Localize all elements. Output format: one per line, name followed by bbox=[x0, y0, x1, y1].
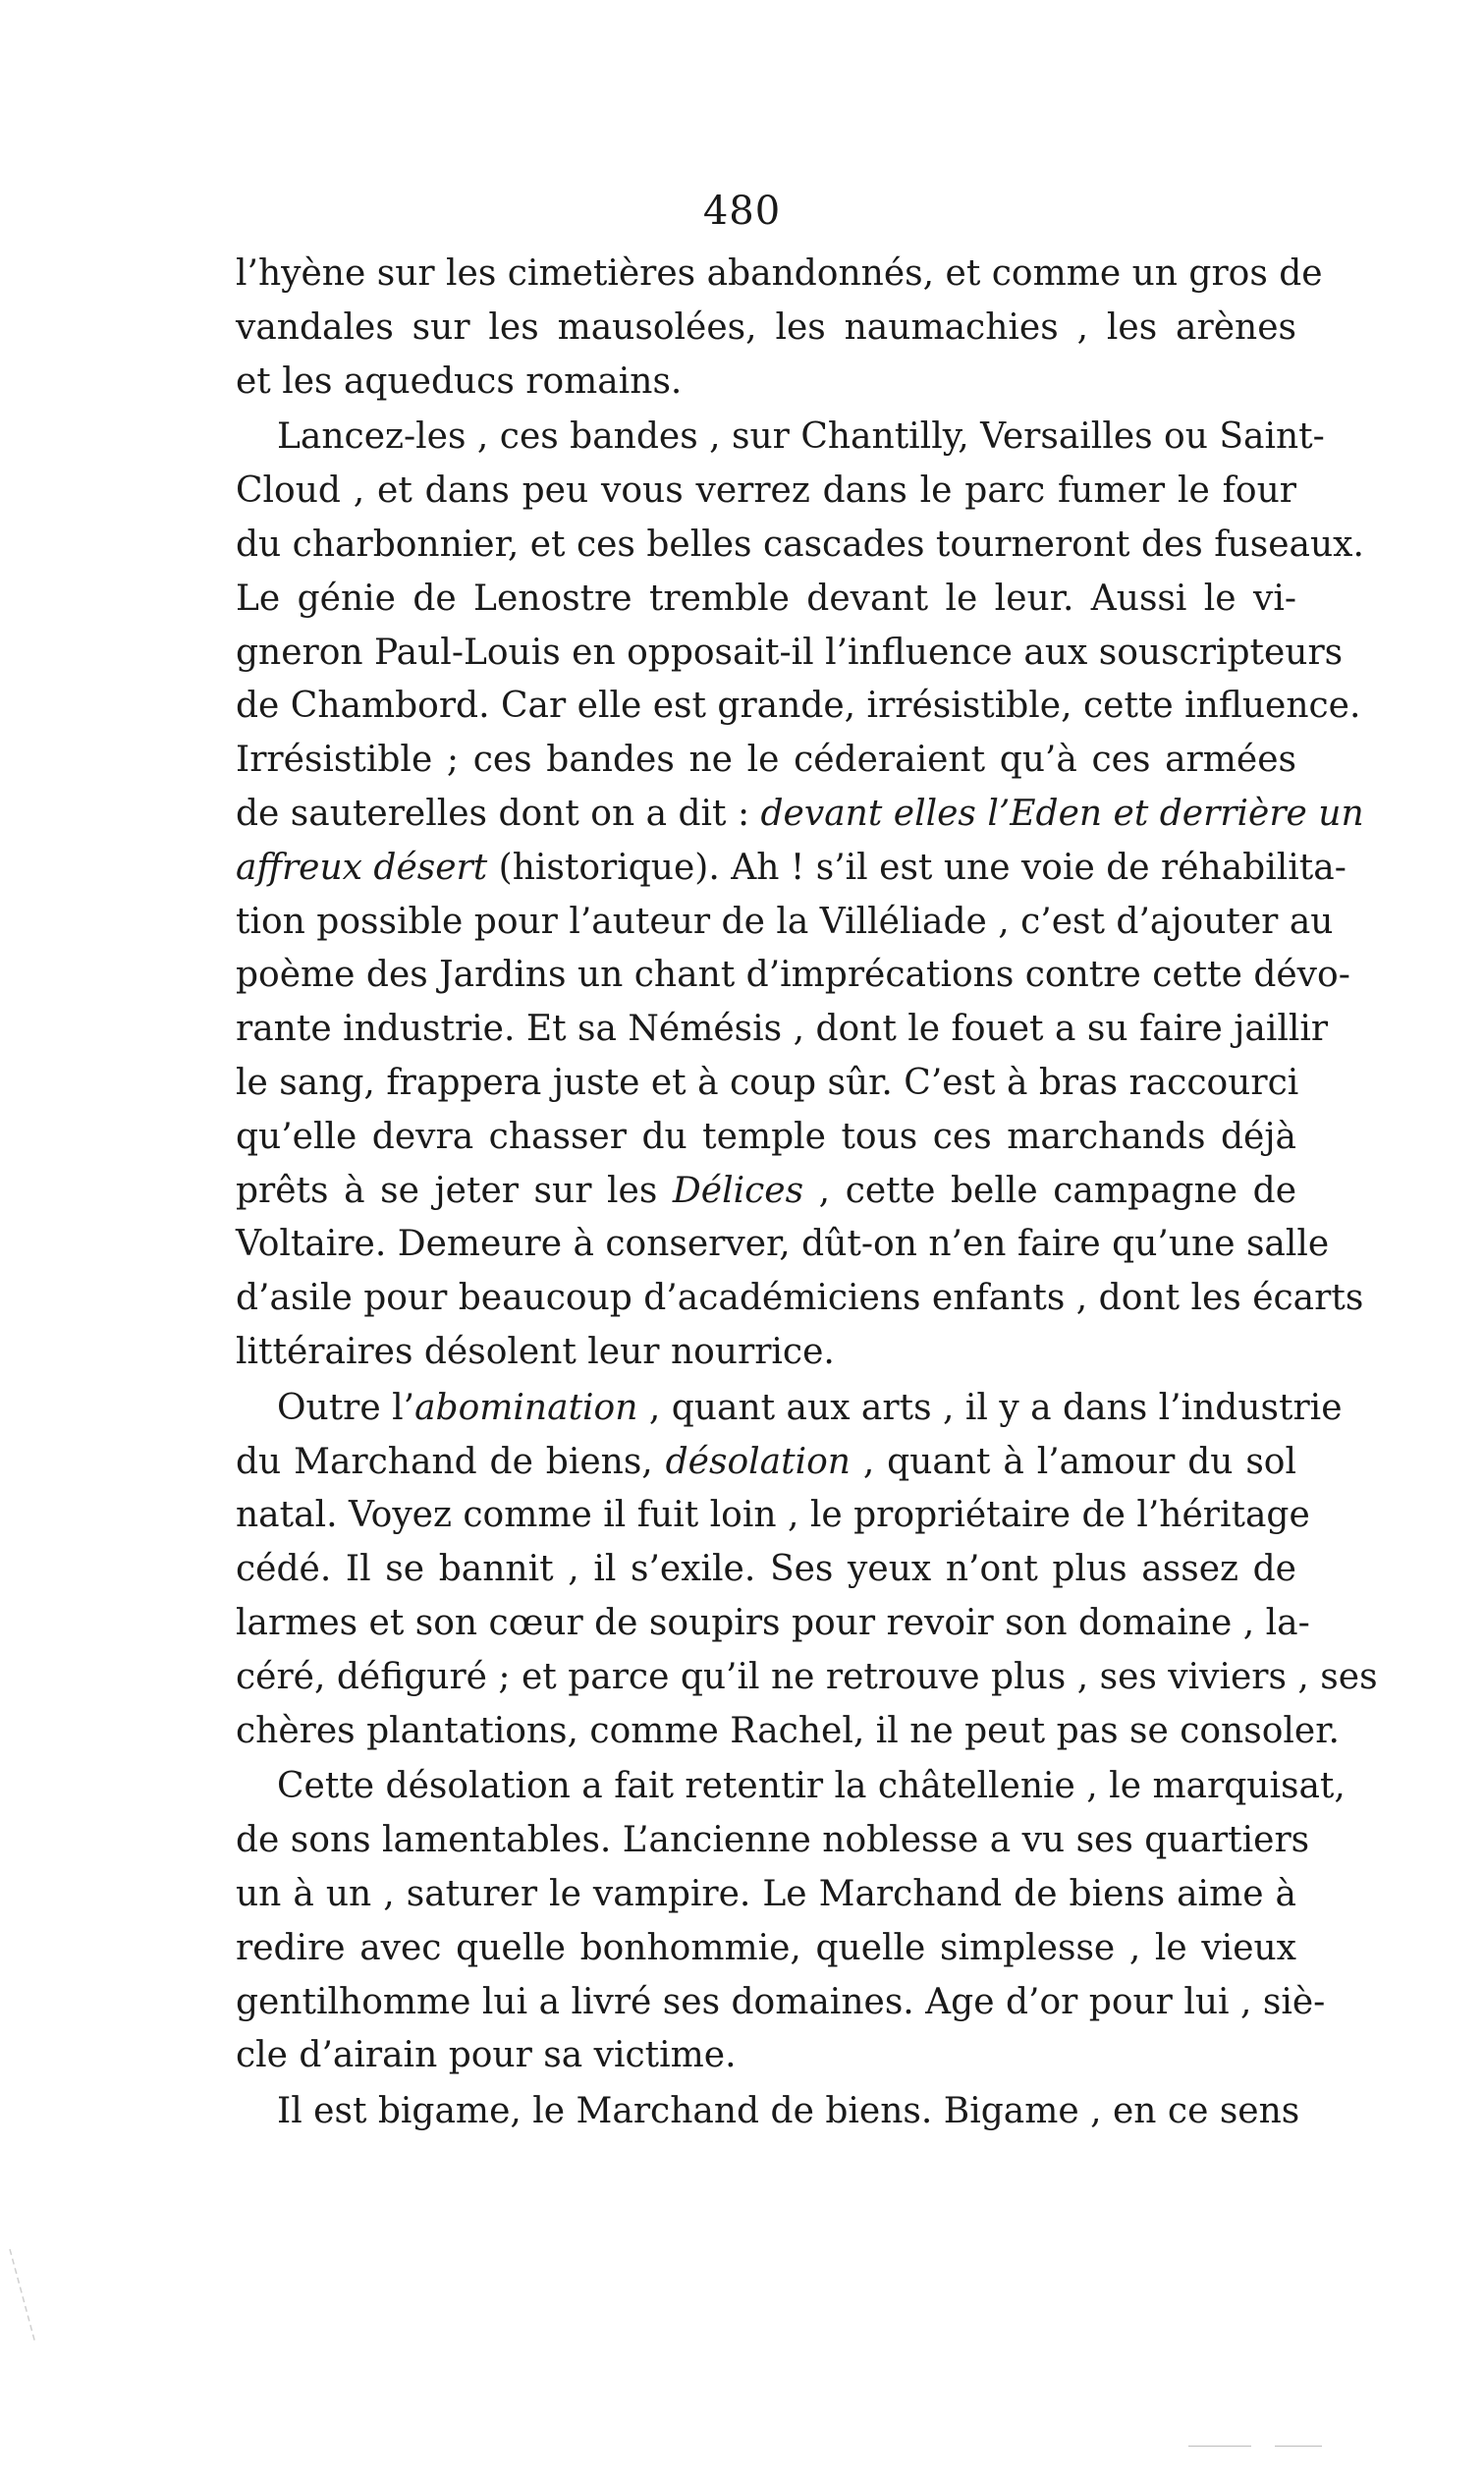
text-run: vandales sur les mausolées, les naumachies , les arènes bbox=[236, 306, 1296, 348]
paragraph bbox=[236, 411, 1364, 1379]
italic-text: Délices bbox=[672, 1170, 804, 1211]
text-run: chères plantations, comme Rachel, il ne peut pas se consoler. bbox=[236, 1710, 1340, 1751]
text-line bbox=[236, 411, 1325, 465]
text-run: de sons lamentables. L’ancienne noblesse a vu ses quartiers bbox=[236, 1820, 1310, 1861]
text-line bbox=[236, 1760, 1346, 1814]
text-run: poème des Jardins un chant d’imprécations contre cette dévo- bbox=[236, 955, 1350, 996]
scan-artifact-mark bbox=[8, 2247, 37, 2345]
text-line bbox=[236, 519, 1364, 573]
text-run: Il est bigame, le Marchand de biens. Bigame , en ce sens bbox=[277, 2091, 1300, 2132]
text-line bbox=[236, 1705, 1340, 1759]
page-number: 480 bbox=[702, 189, 782, 234]
text-line bbox=[236, 1922, 1296, 1976]
text-line bbox=[236, 302, 1296, 356]
text-line bbox=[236, 573, 1296, 627]
text-run: du charbonnier, et ces belles cascades tourneront des fuseaux. bbox=[236, 523, 1364, 565]
text-run: de Chambord. Car elle est grande, irrésistible, cette influence. bbox=[236, 686, 1361, 727]
text-line bbox=[236, 1165, 1296, 1219]
text-line bbox=[236, 1111, 1296, 1165]
footer-rule bbox=[1275, 2446, 1322, 2447]
paragraph bbox=[236, 1760, 1346, 2083]
text-run: qu’elle devra chasser du temple tous ces marchands déjà bbox=[236, 1116, 1296, 1157]
text-run: de sauterelles dont on a dit : bbox=[236, 793, 761, 834]
text-run: cle d’airain pour sa victime. bbox=[236, 2035, 737, 2076]
text-line bbox=[236, 1326, 1296, 1380]
text-line bbox=[236, 1489, 1310, 1543]
text-line bbox=[236, 842, 1347, 896]
text-run: littéraires désolent leur nourrice. bbox=[236, 1331, 835, 1372]
text-run: du Marchand de biens, bbox=[236, 1441, 666, 1482]
text-line bbox=[236, 1543, 1296, 1597]
text-line bbox=[236, 1814, 1310, 1868]
italic-text: abomination bbox=[414, 1387, 638, 1428]
text-line bbox=[236, 1597, 1310, 1651]
italic-text: affreux désert bbox=[236, 847, 488, 888]
text-run: Voltaire. Demeure à conserver, dût-on n’en faire qu’une salle bbox=[236, 1224, 1330, 1265]
text-run: prêts à se jeter sur les bbox=[236, 1170, 673, 1211]
text-run: l’hyène sur les cimetières abandonnés, et comme un gros de bbox=[236, 253, 1323, 294]
text-line bbox=[236, 788, 1364, 842]
footer-rule bbox=[1188, 2446, 1251, 2447]
text-run: natal. Voyez comme il fuit loin , le propriétaire de l’héritage bbox=[236, 1495, 1310, 1536]
text-run: Cette désolation a fait retentir la châtellenie , le marquisat, bbox=[277, 1766, 1346, 1807]
text-run: redire avec quelle bonhommie, quelle simplesse , le vieux bbox=[236, 1927, 1296, 1968]
text-line bbox=[236, 1651, 1378, 1705]
italic-text: désolation bbox=[665, 1441, 851, 1482]
text-run: Lancez-les , ces bandes , sur Chantilly, Versailles ou Saint- bbox=[277, 416, 1325, 458]
text-line bbox=[236, 1057, 1299, 1111]
text-line bbox=[236, 1003, 1329, 1057]
text-run: larmes et son cœur de soupirs pour revoir son domaine , la- bbox=[236, 1602, 1310, 1643]
text-run: céré, défiguré ; et parce qu’il ne retrouve plus , ses viviers , ses bbox=[236, 1656, 1378, 1697]
text-run: et les aqueducs romains. bbox=[236, 360, 683, 402]
text-run: , quant à l’amour du sol bbox=[850, 1441, 1296, 1482]
text-line bbox=[236, 465, 1296, 519]
text-run: le sang, frappera juste et à coup sûr. C’est à bras raccourci bbox=[236, 1062, 1299, 1103]
text-run: Le génie de Lenostre tremble devant le leur. Aussi le vi- bbox=[236, 578, 1296, 619]
text-run: Outre l’ bbox=[277, 1387, 415, 1428]
text-run: gentilhomme lui a livré ses domaines. Age d’or pour lui , siè- bbox=[236, 1981, 1326, 2022]
text-line bbox=[236, 1218, 1330, 1272]
text-run: , cette belle campagne de bbox=[803, 1170, 1297, 1211]
text-run: tion possible pour l’auteur de la Villéliade , c’est d’ajouter au bbox=[236, 901, 1334, 942]
text-run: , quant aux arts , il y a dans l’industrie bbox=[637, 1387, 1343, 1428]
text-run: gneron Paul-Louis en opposait-il l’influence aux souscripteurs bbox=[236, 632, 1344, 673]
text-run: Cloud , et dans peu vous verrez dans le parc fumer le four bbox=[236, 470, 1296, 512]
text-line bbox=[236, 896, 1334, 950]
paragraph bbox=[236, 2085, 1300, 2139]
text-run: d’asile pour beaucoup d’académiciens enfants , dont les écarts bbox=[236, 1278, 1364, 1319]
text-run: rante industrie. Et sa Némésis , dont le fouet a su faire jaillir bbox=[236, 1009, 1329, 1050]
text-line bbox=[236, 356, 1296, 410]
text-line bbox=[236, 680, 1361, 734]
text-line bbox=[236, 1382, 1343, 1436]
text-run: un à un , saturer le vampire. Le Marchand de biens aime à bbox=[236, 1873, 1296, 1914]
text-line bbox=[236, 2085, 1300, 2139]
text-line bbox=[236, 627, 1344, 681]
paragraph bbox=[236, 248, 1323, 409]
text-run: Irrésistible ; ces bandes ne le céderaient qu’à ces armées bbox=[236, 740, 1296, 781]
text-line bbox=[236, 1976, 1326, 2030]
paragraph bbox=[236, 1382, 1378, 1759]
text-run: cédé. Il se bannit , il s’exile. Ses yeux n’ont plus assez de bbox=[236, 1549, 1296, 1590]
text-run: (historique). Ah ! s’il est une voie de réhabilita- bbox=[487, 847, 1347, 888]
text-line bbox=[236, 734, 1296, 788]
text-line bbox=[236, 2029, 1296, 2083]
text-line bbox=[236, 248, 1323, 302]
text-line bbox=[236, 1272, 1364, 1326]
text-line bbox=[236, 1868, 1296, 1922]
italic-text: devant elles l’Eden et derrière un bbox=[760, 793, 1364, 834]
text-line bbox=[236, 1436, 1296, 1490]
body-text bbox=[236, 248, 1378, 2139]
text-line bbox=[236, 949, 1350, 1003]
